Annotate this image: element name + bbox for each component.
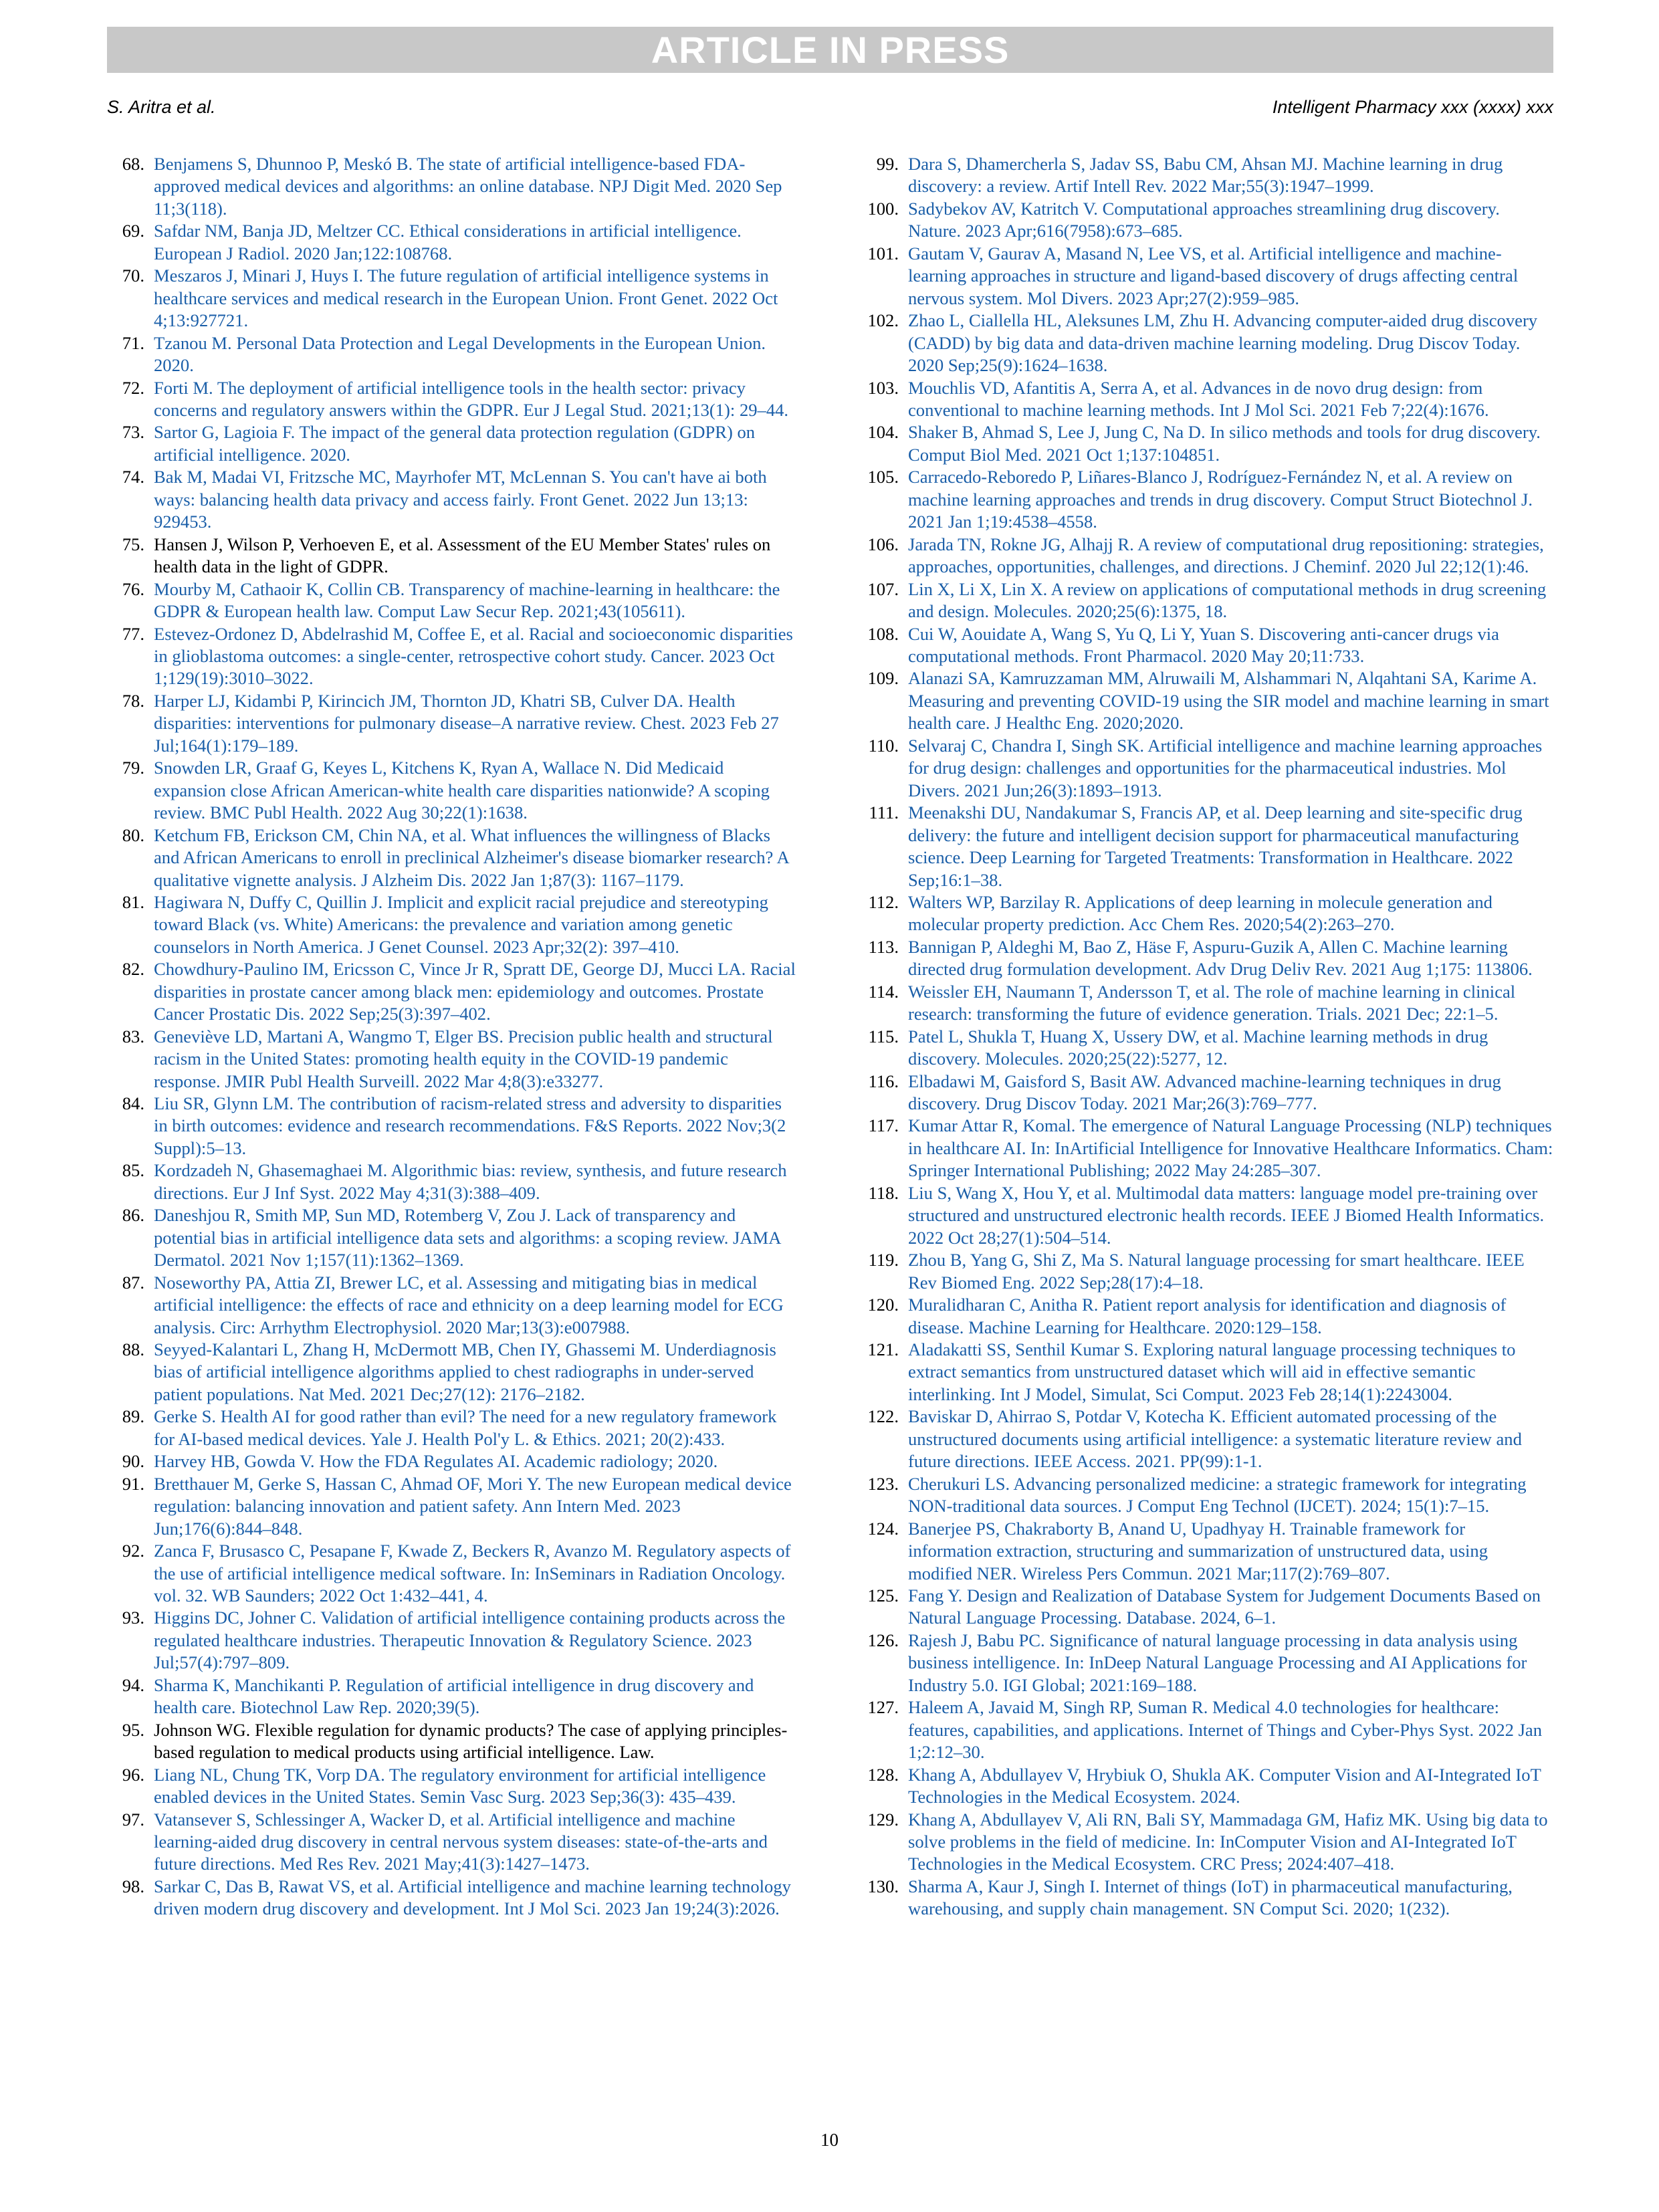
reference-item [861, 735, 1553, 802]
reference-link[interactable]: Aladakatti SS, Senthil Kumar S. Exploring natural language processing techniques to extract semantics from unstructured dataset which will aid in effective semantic interlinking. Int J Model, Simulat, Sci Comput. 2023 Feb 28;14(1):2243004. [908, 1339, 1516, 1404]
reference-link[interactable]: Patel L, Shukla T, Huang X, Ussery DW, et al. Machine learning methods in drug discovery. Molecules. 2020;25(22):5277, 12. [908, 1026, 1488, 1069]
reference-item [107, 220, 799, 265]
reference-number: 112. [868, 891, 899, 912]
reference-number: 109. [867, 668, 899, 689]
reference-link[interactable]: Bak M, Madai VI, Fritzsche MC, Mayrhofer MT, McLennan S. You can't have ai both ways: balancing health data privacy and access fairly. Front Genet. 2022 Jun 13;13: 929453. [154, 467, 767, 532]
reference-link[interactable]: Selvaraj C, Chandra I, Singh SK. Artificial intelligence and machine learning approaches for drug design: challenges and opportunities for the pharmaceutical industries. Mol Divers. 2021 Jun;26(3):1893–1913. [908, 735, 1543, 800]
reference-number: 73. [122, 422, 144, 443]
reference-link[interactable]: Estevez-Ordonez D, Abdelrashid M, Coffee E, et al. Racial and socioeconomic disparities in glioblastoma outcomes: a single-center, retrospective cohort study. Cancer. 2023 Oct 1;129(19):3010–3022. [154, 623, 793, 689]
reference-item [107, 265, 799, 332]
reference-number: 84. [122, 1093, 144, 1114]
reference-link[interactable]: Sarkar C, Das B, Rawat VS, et al. Artificial intelligence and machine learning technology driven modern drug discovery and development. Int J Mol Sci. 2023 Jan 19;24(3):2026. [154, 1876, 791, 1919]
reference-number: 119. [868, 1250, 899, 1270]
reference-item [861, 802, 1553, 891]
reference-number: 94. [122, 1674, 144, 1695]
reference-number: 114. [868, 981, 899, 1002]
reference-item [861, 1876, 1553, 1920]
reference-link[interactable]: Seyyed-Kalantari L, Zhang H, McDermott MB, Chen IY, Ghassemi M. Underdiagnosis bias of artificial intelligence algorithms applied to chest radiographs in under-served patient populations. Nat Med. 2021 Dec;27(12): 2176–2182. [154, 1339, 776, 1404]
reference-item [107, 1272, 799, 1339]
reference-number: 76. [122, 578, 144, 599]
reference-item [107, 1607, 799, 1674]
reference-item [861, 310, 1553, 376]
reference-number: 118. [868, 1182, 899, 1203]
article-in-press-banner: ARTICLE IN PRESS [107, 27, 1553, 73]
reference-number: 106. [867, 534, 899, 554]
reference-item [107, 1876, 799, 1920]
reference-item [861, 1294, 1553, 1339]
reference-number: 122. [867, 1406, 899, 1427]
reference-link[interactable]: Daneshjou R, Smith MP, Sun MD, Rotemberg V, Zou J. Lack of transparency and potential bias in artificial intelligence data sets and algorithms: a scoping review. JAMA Dermatol. 2021 Nov 1;157(11):1362–1369. [154, 1205, 780, 1270]
reference-number: 77. [122, 623, 144, 644]
reference-link[interactable]: Mourby M, Cathaoir K, Collin CB. Transparency of machine-learning in healthcare: the GDPR & European health law. Comput Law Secur Rep. 2021;43(105611). [154, 578, 780, 622]
reference-item [861, 198, 1553, 243]
reference-link[interactable]: Weissler EH, Naumann T, Andersson T, et al. The role of machine learning in clinical research: transforming the future of evidence generation. Trials. 2021 Dec; 22:1–5. [908, 981, 1516, 1024]
reference-item [861, 981, 1553, 1026]
reference-link[interactable]: Khang A, Abdullayev V, Hrybiuk O, Shukla AK. Computer Vision and AI-Integrated IoT Technologies in the Medical Ecosystem. 2024. [908, 1764, 1541, 1807]
reference-link[interactable]: Banerjee PS, Chakraborty B, Anand U, Upadhyay H. Trainable framework for information extraction, structuring and summarization of unstructured data, using modified NER. Wireless Pers Commun. 2021 Mar;117(2):769–807. [908, 1518, 1488, 1583]
reference-item [107, 421, 799, 466]
reference-item [107, 1159, 799, 1204]
reference-link[interactable]: Ketchum FB, Erickson CM, Chin NA, et al. What influences the willingness of Blacks and African Americans to enroll in preclinical Alzheimer's disease biomarker research? A qualitative vignette analysis. J Alzheim Dis. 2022 Jan 1;87(3): 1167–1179. [154, 824, 789, 890]
reference-number: 69. [122, 221, 144, 241]
reference-number: 74. [122, 467, 144, 487]
journal-header: Intelligent Pharmacy xxx (xxxx) xxx [1272, 97, 1553, 117]
reference-link[interactable]: Meenakshi DU, Nandakumar S, Francis AP, et al. Deep learning and site-specific drug delivery: the future and intelligent decision support for pharmaceutical manufacturing science. Deep Learning for Targeted Treatments: Transformation in Healthcare. 2022 Sep;16:1–38. [908, 802, 1523, 890]
reference-number: 107. [867, 578, 899, 599]
reference-item [107, 891, 799, 958]
reference-item [107, 690, 799, 757]
reference-link[interactable]: Carracedo-Reboredo P, Liñares-Blanco J, Rodríguez-Fernández N, et al. A review on machine learning approaches and trends in drug discovery. Comput Struct Biotechnol J. 2021 Jan 1;19:4538–4558. [908, 467, 1533, 532]
reference-link[interactable]: Cherukuri LS. Advancing personalized medicine: a strategic framework for integrating NON-traditional data sources. J Comput Eng Technol (IJCET). 2024; 15(1):7–15. [908, 1473, 1527, 1517]
reference-link[interactable]: Gerke S. Health AI for good rather than evil? The need for a new regulatory framework for AI-based medical devices. Yale J. Health Pol'y L. & Ethics. 2021; 20(2):433. [154, 1406, 777, 1449]
reference-item [861, 1473, 1553, 1518]
reference-number: 117. [868, 1115, 899, 1136]
reference-number: 75. [122, 534, 144, 554]
reference-link[interactable]: Haleem A, Javaid M, Singh RP, Suman R. Medical 4.0 technologies for healthcare: features, capabilities, and applications. Internet of Things and Cyber-Phys Syst. 2022 Jan 1;2:12–30. [908, 1697, 1543, 1763]
reference-item [107, 824, 799, 891]
reference-item [861, 1071, 1553, 1115]
reference-item [107, 1719, 799, 1764]
reference-link[interactable]: Mouchlis VD, Afantitis A, Serra A, et al. Advances in de novo drug design: from conventional to machine learning methods. Int J Mol Sci. 2021 Feb 7;22(4):1676. [908, 377, 1489, 420]
reference-link[interactable]: Kumar Attar R, Komal. The emergence of Natural Language Processing (NLP) techniques in healthcare AI. In: InArtificial Intelligence for Innovative Healthcare Informatics. Cham: Springer International Publishing; 2022 May 24:285–307. [908, 1115, 1553, 1181]
reference-number: 130. [867, 1876, 899, 1896]
reference-item [861, 667, 1553, 734]
reference-item [861, 1406, 1553, 1472]
reference-item [861, 153, 1553, 198]
reference-number: 79. [122, 758, 144, 778]
reference-number: 90. [122, 1451, 144, 1472]
reference-link[interactable]: Alanazi SA, Kamruzzaman MM, Alruwaili M, Alshammari N, Alqahtani SA, Karime A. Measuring and preventing COVID-19 using the SIR model and machine learning in smart health care. J Healthc Eng. 2020;2020. [908, 668, 1549, 734]
reference-number: 123. [867, 1473, 899, 1494]
reference-item [861, 936, 1553, 981]
reference-item [861, 421, 1553, 466]
reference-item [861, 1696, 1553, 1763]
reference-item [107, 1339, 799, 1406]
reference-item [107, 958, 799, 1025]
reference-item [861, 534, 1553, 578]
reference-number: 126. [867, 1630, 899, 1650]
references-left-column [107, 153, 799, 1920]
reference-number: 96. [122, 1764, 144, 1785]
reference-number: 97. [122, 1809, 144, 1830]
reference-number: 87. [122, 1272, 144, 1293]
reference-link[interactable]: Muralidharan C, Anitha R. Patient report analysis for identification and diagnosis of disease. Machine Learning for Healthcare. 2020:129–158. [908, 1295, 1507, 1337]
reference-item [107, 534, 799, 578]
reference-text: Hansen J, Wilson P, Verhoeven E, et al. Assessment of the EU Member States' rules on health data in the light of GDPR. [154, 534, 771, 577]
reference-link[interactable]: Lin X, Li X, Lin X. A review on applications of computational methods in drug screening and design. Molecules. 2020;25(6):1375, 18. [908, 578, 1547, 622]
reference-number: 105. [867, 467, 899, 487]
reference-number: 86. [122, 1205, 144, 1226]
reference-number: 71. [122, 332, 144, 353]
reference-item [861, 1026, 1553, 1071]
page-number: 10 [820, 2130, 839, 2150]
reference-number: 127. [867, 1697, 899, 1718]
reference-item [107, 1204, 799, 1271]
reference-item [861, 466, 1553, 533]
reference-number: 81. [122, 891, 144, 912]
reference-number: 100. [867, 198, 899, 219]
reference-link[interactable]: Sartor G, Lagioia F. The impact of the general data protection regulation (GDPR) on artificial intelligence. 2020. [154, 422, 756, 465]
reference-link[interactable]: Meszaros J, Minari J, Huys I. The future regulation of artificial intelligence systems in healthcare services and medical research in the European Union. Front Genet. 2022 Oct 4;13:927721. [154, 265, 778, 331]
reference-item [107, 623, 799, 690]
reference-link[interactable]: Noseworthy PA, Attia ZI, Brewer LC, et al. Assessing and mitigating bias in medical artificial intelligence: the effects of race and ethnicity on a deep learning model for ECG analysis. Circ: Arrhythm Electrophysiol. 2020 Mar;13(3):e007988. [154, 1272, 784, 1337]
reference-number: 125. [867, 1585, 899, 1606]
reference-number: 85. [122, 1160, 144, 1181]
reference-link[interactable]: Harvey HB, Gowda V. How the FDA Regulates AI. Academic radiology; 2020. [154, 1451, 718, 1472]
reference-link[interactable]: Bretthauer M, Gerke S, Hassan C, Ahmad OF, Mori Y. The new European medical device regulation: balancing innovation and patient safety. Ann Intern Med. 2023 Jun;176(6):844–848. [154, 1473, 792, 1539]
reference-item [107, 332, 799, 377]
reference-link[interactable]: Gautam V, Gaurav A, Masand N, Lee VS, et al. Artificial intelligence and machine-learning approaches in structure and ligand-based discovery of drugs affecting central nervous system. Mol Divers. 2023 Apr;27(2):959–985. [908, 243, 1519, 308]
running-head [107, 97, 1553, 124]
reference-item [861, 1115, 1553, 1182]
reference-item [107, 1674, 799, 1719]
reference-item [107, 1450, 799, 1472]
authors-header: S. Aritra et al. [107, 97, 216, 117]
reference-number: 80. [122, 824, 144, 845]
reference-item [861, 377, 1553, 422]
reference-number: 98. [122, 1876, 144, 1896]
reference-link[interactable]: Sharma A, Kaur J, Singh I. Internet of things (IoT) in pharmaceutical manufacturing, warehousing, and supply chain management. SN Comput Sci. 2020; 1(232). [908, 1876, 1513, 1919]
reference-item [861, 891, 1553, 936]
reference-item [861, 1339, 1553, 1406]
reference-link[interactable]: Shaker B, Ahmad S, Lee J, Jung C, Na D. In silico methods and tools for drug discovery. Comput Biol Med. 2021 Oct 1;137:104851. [908, 422, 1541, 465]
reference-number: 120. [867, 1295, 899, 1315]
reference-number: 104. [867, 422, 899, 443]
reference-number: 116. [868, 1071, 899, 1091]
reference-link[interactable]: Geneviève LD, Martani A, Wangmo T, Elger BS. Precision public health and structural racism in the United States: promoting health equity in the COVID-19 pandemic response. JMIR Publ Health Surveill. 2022 Mar 4;8(3):e33277. [154, 1026, 773, 1091]
reference-link[interactable]: Zanca F, Brusasco C, Pesapane F, Kwade Z, Beckers R, Avanzo M. Regulatory aspects of the use of artificial intelligence medical software. In: InSeminars in Radiation Oncology. vol. 32. WB Saunders; 2022 Oct 1:432–441, 4. [154, 1541, 791, 1606]
reference-number: 70. [122, 265, 144, 286]
reference-item [107, 377, 799, 422]
reference-item [107, 1764, 799, 1809]
reference-number: 115. [868, 1026, 899, 1046]
reference-number: 91. [122, 1473, 144, 1494]
reference-item [861, 243, 1553, 310]
reference-item [107, 1473, 799, 1540]
reference-link[interactable]: Liu S, Wang X, Hou Y, et al. Multimodal data matters: language model pre-training over structured and unstructured electronic health records. IEEE J Biomed Health Informatics. 2022 Oct 28;27(1):504–514. [908, 1182, 1545, 1248]
reference-link[interactable]: Baviskar D, Ahirrao S, Potdar V, Kotecha K. Efficient automated processing of the unstructured documents using artificial intelligence: a systematic literature review and future directions. IEEE Access. 2021. PP(99):1-1. [908, 1406, 1522, 1472]
reference-link[interactable]: Snowden LR, Graaf G, Keyes L, Kitchens K, Ryan A, Wallace N. Did Medicaid expansion close African American-white health care disparities nationwide? A scoping review. BMC Publ Health. 2022 Aug 30;22(1):1638. [154, 758, 770, 823]
reference-link[interactable]: Khang A, Abdullayev V, Ali RN, Bali SY, Mammadaga GM, Hafiz MK. Using big data to solve problems in the field of medicine. In: InComputer Vision and AI-Integrated IoT Technologies in the Medical Ecosystem. CRC Press; 2024:407–418. [908, 1809, 1548, 1874]
reference-number: 128. [867, 1764, 899, 1785]
reference-link[interactable]: Cui W, Aouidate A, Wang S, Yu Q, Li Y, Yuan S. Discovering anti-cancer drugs via computational methods. Front Pharmacol. 2020 May 20;11:733. [908, 623, 1499, 666]
reference-link[interactable]: Liu SR, Glynn LM. The contribution of racism-related stress and adversity to disparities in birth outcomes: evidence and research recommendations. F&S Reports. 2022 Nov;3(2 Suppl):5–13. [154, 1093, 786, 1158]
reference-link[interactable]: Walters WP, Barzilay R. Applications of deep learning in molecule generation and molecular property prediction. Acc Chem Res. 2020;54(2):263–270. [908, 891, 1492, 935]
reference-link[interactable]: Harper LJ, Kidambi P, Kirincich JM, Thornton JD, Khatri SB, Culver DA. Health disparities: interventions for pulmonary disease–A narrative review. Chest. 2023 Feb 27 Jul;164(1):179–189. [154, 690, 779, 756]
reference-number: 88. [122, 1339, 144, 1360]
reference-number: 113. [868, 936, 899, 957]
reference-item [107, 1093, 799, 1159]
reference-link[interactable]: Tzanou M. Personal Data Protection and Legal Developments in the European Union. 2020. [154, 332, 766, 376]
reference-link[interactable]: Dara S, Dhamercherla S, Jadav SS, Babu CM, Ahsan MJ. Machine learning in drug discovery: a review. Artif Intell Rev. 2022 Mar;55(3):1947–1999. [908, 154, 1503, 197]
reference-link[interactable]: Kordzadeh N, Ghasemaghaei M. Algorithmic bias: review, synthesis, and future research directions. Eur J Inf Syst. 2022 May 4;31(3):388–409. [154, 1160, 787, 1203]
reference-link[interactable]: Sadybekov AV, Katritch V. Computational approaches streamlining drug discovery. Nature. 2023 Apr;616(7958):673–685. [908, 198, 1500, 241]
reference-link[interactable]: Safdar NM, Banja JD, Meltzer CC. Ethical considerations in artificial intelligence. European J Radiol. 2020 Jan;122:108768. [154, 221, 742, 263]
reference-number: 124. [867, 1518, 899, 1539]
reference-link[interactable]: Higgins DC, Johner C. Validation of artificial intelligence containing products across the regulated healthcare industries. Therapeutic Innovation & Regulatory Science. 2023 Jul;57(4):797–809. [154, 1608, 786, 1673]
reference-item [861, 1182, 1553, 1249]
reference-number: 95. [122, 1719, 144, 1740]
reference-item [861, 578, 1553, 623]
reference-link[interactable]: Fang Y. Design and Realization of Database System for Judgement Documents Based on Natural Language Processing. Database. 2024, 6–1. [908, 1585, 1541, 1628]
reference-number: 68. [122, 154, 144, 174]
reference-item [861, 1585, 1553, 1630]
reference-item [107, 1540, 799, 1607]
reference-number: 93. [122, 1608, 144, 1628]
reference-number: 129. [867, 1809, 899, 1830]
reference-item [107, 466, 799, 533]
reference-item [107, 153, 799, 220]
reference-item [107, 1026, 799, 1093]
reference-item [861, 1809, 1553, 1876]
reference-link[interactable]: Vatansever S, Schlessinger A, Wacker D, et al. Artificial intelligence and machine learning-aided drug discovery in central nervous system diseases: state-of-the-arts and future directions. Med Res Rev. 2021 May;41(3):1427–1473. [154, 1809, 768, 1874]
reference-number: 101. [867, 243, 899, 263]
reference-item [861, 623, 1553, 668]
reference-number: 121. [867, 1339, 899, 1360]
reference-link[interactable]: Jarada TN, Rokne JG, Alhajj R. A review of computational drug repositioning: strategies, approaches, opportunities, challenges, and directions. J Cheminf. 2020 Jul 22;12(1):46. [908, 534, 1544, 577]
reference-item [861, 1249, 1553, 1294]
reference-number: 72. [122, 377, 144, 398]
reference-number: 92. [122, 1541, 144, 1561]
reference-link[interactable]: Bannigan P, Aldeghi M, Bao Z, Häse F, Aspuru-Guzik A, Allen C. Machine learning directed drug formulation development. Adv Drug Deliv Rev. 2021 Aug 1;175: 113806. [908, 936, 1533, 980]
reference-number: 103. [867, 377, 899, 398]
reference-item [861, 1764, 1553, 1809]
reference-number: 82. [122, 959, 144, 980]
reference-number: 111. [869, 802, 899, 823]
reference-link[interactable]: Zhao L, Ciallella HL, Aleksunes LM, Zhu H. Advancing computer-aided drug discovery (CADD) by big data and data-driven machine learning modeling. Drug Discov Today. 2020 Sep;25(9):1624–1638. [908, 310, 1538, 376]
reference-item [107, 757, 799, 824]
reference-number: 89. [122, 1406, 144, 1427]
reference-number: 110. [868, 735, 899, 756]
reference-link[interactable]: Chowdhury-Paulino IM, Ericsson C, Vince Jr R, Spratt DE, George DJ, Mucci LA. Racial disparities in prostate cancer among black men: epidemiology and outcomes. Prostate Cancer Prostatic Dis. 2022 Sep;25(3):397–402. [154, 959, 796, 1024]
reference-number: 83. [122, 1026, 144, 1046]
reference-text: Johnson WG. Flexible regulation for dynamic products? The case of applying principles-based regulation to medical products using artificial intelligence. Law. [154, 1719, 788, 1763]
reference-item [107, 1406, 799, 1450]
references-right-column [861, 153, 1553, 1920]
reference-link[interactable]: Liang NL, Chung TK, Vorp DA. The regulatory environment for artificial intelligence enabled devices in the United States. Semin Vasc Surg. 2023 Sep;36(3): 435–439. [154, 1764, 766, 1807]
reference-item [107, 1809, 799, 1876]
reference-number: 99. [876, 154, 899, 174]
reference-link[interactable]: Hagiwara N, Duffy C, Quillin J. Implicit and explicit racial prejudice and stereotyping toward Black (vs. White) Americans: the prevalence and variation among genetic counselors in North America. J Genet Counsel. 2023 Apr;32(2): 397–410. [154, 891, 768, 957]
reference-number: 108. [867, 623, 899, 644]
reference-link[interactable]: Rajesh J, Babu PC. Significance of natural language processing in data analysis using business intelligence. In: InDeep Natural Language Processing and AI Applications for Industry 5.0. IGI Global; 2021:169–188. [908, 1630, 1527, 1695]
reference-link[interactable]: Sharma K, Manchikanti P. Regulation of artificial intelligence in drug discovery and health care. Biotechnol Law Rep. 2020;39(5). [154, 1674, 754, 1718]
reference-item [107, 578, 799, 623]
reference-number: 102. [867, 310, 899, 331]
reference-item [861, 1630, 1553, 1696]
reference-link[interactable]: Forti M. The deployment of artificial intelligence tools in the health sector: privacy concerns and regulatory answers within the GDPR. Eur J Legal Stud. 2021;13(1): 29–44. [154, 377, 789, 420]
reference-item [861, 1518, 1553, 1585]
reference-link[interactable]: Zhou B, Yang G, Shi Z, Ma S. Natural language processing for smart healthcare. IEEE Rev Biomed Eng. 2022 Sep;28(17):4–18. [908, 1250, 1525, 1293]
reference-number: 78. [122, 690, 144, 711]
reference-link[interactable]: Benjamens S, Dhunnoo P, Meskó B. The state of artificial intelligence-based FDA-approved medical devices and algorithms: an online database. NPJ Digit Med. 2020 Sep 11;3(118). [154, 154, 782, 219]
reference-link[interactable]: Elbadawi M, Gaisford S, Basit AW. Advanced machine-learning techniques in drug discovery. Drug Discov Today. 2021 Mar;26(3):769–777. [908, 1071, 1501, 1114]
